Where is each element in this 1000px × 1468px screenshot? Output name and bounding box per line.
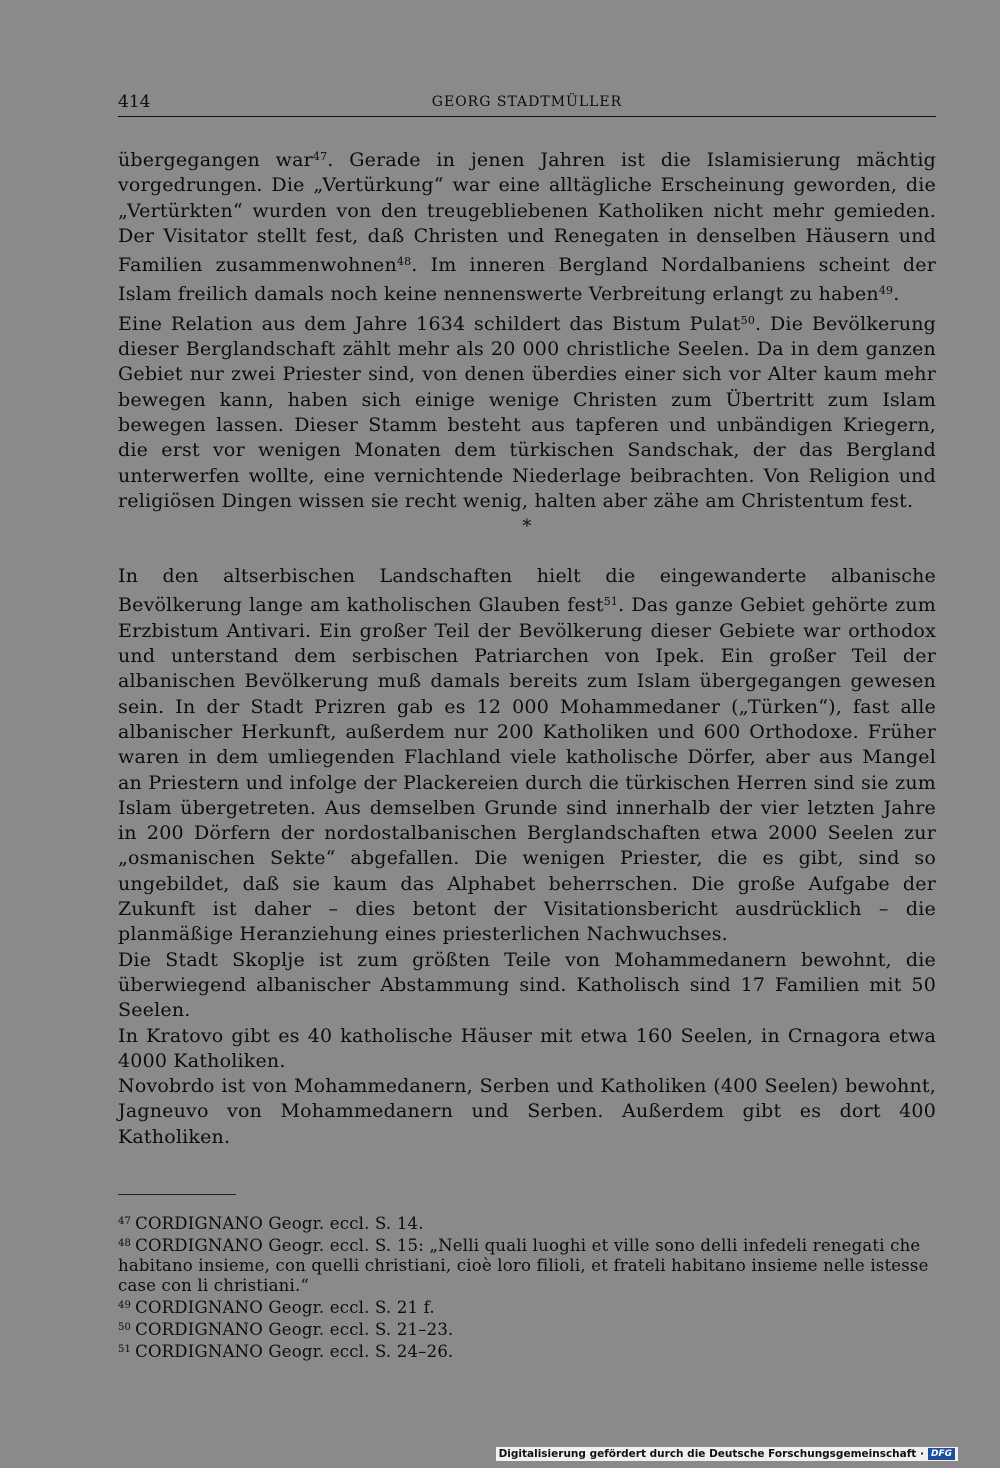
footnote: [118, 1296, 936, 1318]
footnote: [118, 1234, 936, 1296]
footnote-number: 49: [118, 1300, 132, 1311]
footnote-ref[interactable]: 47: [312, 150, 328, 163]
paragraph: In den altserbischen Landschaften hielt die eingewanderte albanische Bevölkerung lange am katholischen Glauben fest$^{51}$. Das ganze Gebiet gehörte zum Erzbistum Antivari. Ein großer Teil der Bevölkerung dieser Gebiete war orthodox und unterstand dem serbischen Patriarchen von Ipek. Ein großer Teil der albanischen Bevölkerung muß damals bereits zum Islam übergegangen gewesen sein. In der Stadt Prizren gab es 12 000 Mohammedaner („Türken“), fast alle albanischer Herkunft, außerdem nur 200 Katholiken und 600 Orthodoxe. Früher waren in dem umliegenden Flachland viele katholische Dörfer, aber aus Mangel an Priestern und infolge der Plackereien durch die türkischen Herren sind sie zum Islam übergetreten. Aus demselben Grunde sind innerhalb der vier letzten Jahre in 200 Dörfern der nordostalbanischen Berglandschaften etwa 2000 Seelen zur „osmanischen Sekte“ abgefallen. Die wenigen Priester, die es gibt, sind so ungebildet, daß sie kaum das Alphabet beherrschen. Die große Aufgabe der Zukunft ist daher – dies betont der Visitationsbericht ausdrücklich – die planmäßige Heranziehung eines priesterlichen Nachwuchses.: [118, 565, 936, 946]
footnote-ref[interactable]: 49: [878, 284, 894, 298]
footnote: [118, 1212, 936, 1234]
dfg-logo-icon: DFG: [928, 1448, 955, 1460]
footnote-number: 51: [118, 1344, 132, 1355]
paragraph: Die Stadt Skoplje ist zum größten Teile von Mohammedanern bewohnt, die überwiegend albanischer Abstammung sind. Katholisch sind 17 Familien mit 50 Seelen.: [118, 948, 936, 1022]
main-text: [118, 144, 936, 1150]
running-head: GEORG STADTMÜLLER: [431, 94, 623, 110]
footnote-ref[interactable]: 48: [396, 255, 412, 269]
paragraph: übergegangen war$^{47}$. Gerade in jenen Jahren ist die Islamisierung mächtig vorgedrungen. Die „Vertürkung“ war eine alltägliche Erscheinung geworden, die „Vertürkten“ wurden von den treugebliebenen Katholiken nicht mehr gemieden. Der Visitator stellt fest, daß Christen und Renegaten in denselben Häusern und Familien zusammenwohnen$^{48}$. Im inneren Bergland Nordalbaniens scheint der Islam freilich damals noch keine nennenswerte Verbreitung erlangt zu haben$^{49}$.: [118, 149, 936, 306]
footnotes: [118, 1212, 936, 1362]
footnote-rule: [118, 1194, 236, 1195]
page-number: 414: [118, 92, 151, 112]
spacer: [118, 539, 936, 564]
footnote-text: CORDIGNANO Geogr. eccl. S. 14.: [135, 1214, 424, 1233]
footnote-number: 48: [118, 1238, 132, 1249]
footnote-text: CORDIGNANO Geogr. eccl. S. 21 f.: [135, 1298, 435, 1317]
footnote-number: 50: [118, 1322, 132, 1333]
page-header: [118, 90, 936, 117]
footnote-text: CORDIGNANO Geogr. eccl. S. 15: „Nelli quali luoghi et ville sono delli infedeli renegati che habitano insieme, con quelli christiani, cioè loro filioli, et frateli habitano insieme nelle istesse case con li christiani.“: [118, 1236, 929, 1295]
footnote-ref[interactable]: 50: [740, 313, 756, 327]
footnote-text: CORDIGNANO Geogr. eccl. S. 21–23.: [135, 1320, 454, 1339]
paragraph: Novobrdo ist von Mohammedanern, Serben und Katholiken (400 Seelen) bewohnt, Jagneuvo von Mohammedanern und Serben. Außerdem gibt es dort 400 Katholiken.: [118, 1075, 936, 1148]
digitization-notice: [496, 1447, 958, 1461]
paragraph: Eine Relation aus dem Jahre 1634 schildert das Bistum Pulat$^{50}$. Die Bevölkerung dieser Berglandschaft zählt mehr als 20 000 christliche Seelen. Da in dem ganzen Gebiet nur zwei Priester sind, von denen überdies einer sich vor Alter kaum mehr bewegen kann, haben sich einige wenige Christen zum Übertritt zum Islam bewegen lassen. Dieser Stamm besteht aus tapferen und unbändigen Kriegern, die erst vor wenigen Monaten dem türkischen Sandschak, der das Bergland unterwerfen wollte, eine vernichtende Niederlage beibrachten. Von Religion und religiösen Dingen wissen sie recht wenig, halten aber zähe am Christentum fest.: [118, 312, 936, 512]
section-separator: *: [522, 516, 532, 538]
paragraph: In Kratovo gibt es 40 katholische Häuser mit etwa 160 Seelen, in Crnagora etwa 4000 Katholiken.: [118, 1024, 936, 1072]
footnote: [118, 1340, 936, 1362]
footnote-ref[interactable]: 51: [603, 595, 619, 609]
footnote-text: CORDIGNANO Geogr. eccl. S. 24–26.: [135, 1342, 454, 1361]
footnote-number: 47: [118, 1216, 132, 1227]
footnote: [118, 1318, 936, 1340]
digitization-text: Digitalisierung gefördert durch die Deutsche Forschungsgemeinschaft ·: [498, 1448, 924, 1460]
